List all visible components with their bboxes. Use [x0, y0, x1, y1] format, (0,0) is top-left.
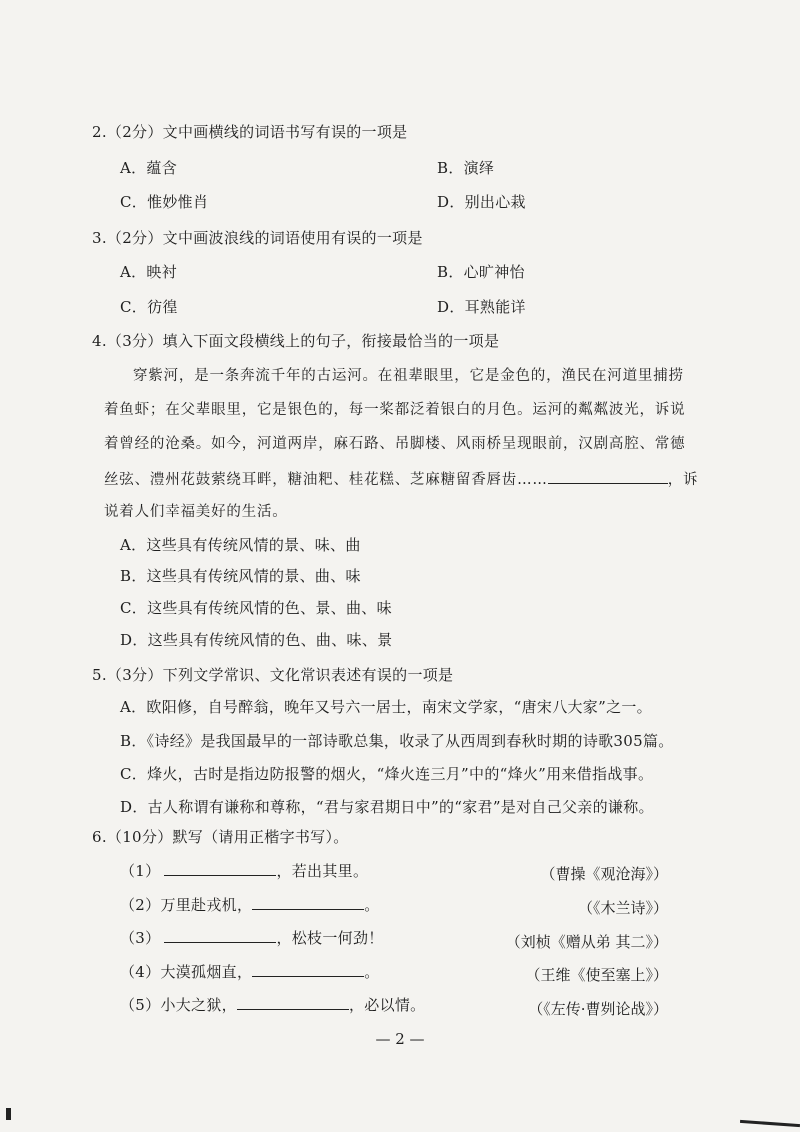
- q3-stem: 3.（2分）文中画波浪线的词语使用有误的一项是: [92, 229, 423, 247]
- q6-answer-blank[interactable]: [237, 994, 349, 1010]
- q6-item-source: （《木兰诗》）: [577, 899, 668, 917]
- q6-item-source: （刘桢《赠从弟 其二》）: [505, 933, 668, 951]
- q3-option-c: C．彷徨: [120, 298, 178, 316]
- q6-item-text: ，若出其里。: [276, 862, 369, 880]
- q6-item-4: [120, 961, 380, 982]
- q6-item-source: （王维《使至塞上》）: [525, 966, 668, 984]
- scan-mark: [740, 1120, 800, 1127]
- q4-passage-line: 着鱼虾；在父辈眼里，它是银色的，每一桨都泛着银白的月色。运河的粼粼波光，诉说: [104, 402, 686, 418]
- q4-answer-blank[interactable]: [548, 468, 668, 484]
- q2-option-b: B．演绎: [437, 159, 495, 177]
- q6-item-text: ，必以情。: [348, 996, 426, 1014]
- q3-option-a: A．映衬: [120, 263, 178, 281]
- q4-passage-line: 穿紫河，是一条奔流千年的古运河。在祖辈眼里，它是金色的，渔民在河道里捕捞: [133, 368, 684, 384]
- q4-option-d: D．这些具有传统风情的色、曲、味、景: [120, 631, 393, 649]
- q3-option-b: B．心旷神怡: [437, 263, 525, 281]
- q2-option-d: D．别出心栽: [437, 193, 526, 211]
- q6-item-number: （2）: [120, 896, 161, 914]
- q6-item-number: （5）: [120, 996, 161, 1014]
- q4-option-a: A．这些具有传统风情的景、味、曲: [120, 536, 361, 554]
- q5-option-c: C．烽火，古时是指边防报警的烟火，“烽火连三月”中的“烽火”用来借指战事。: [120, 765, 654, 783]
- q6-answer-blank[interactable]: [164, 927, 276, 943]
- q6-item-number: （4）: [120, 963, 161, 981]
- q6-answer-blank[interactable]: [252, 961, 364, 977]
- scan-mark: [6, 1108, 11, 1120]
- q6-item-source: （《左传·曹刿论战》）: [528, 1000, 668, 1018]
- q4-passage-line: [104, 468, 698, 490]
- q2-option-a: A．蕴含: [120, 159, 178, 177]
- q6-item-text: 大漠孤烟直，: [160, 963, 253, 981]
- q4-stem: 4.（3分）填入下面文段横线上的句子，衔接最恰当的一项是: [92, 332, 500, 350]
- q6-item-5: [120, 994, 425, 1015]
- q6-item-number: （3）: [120, 929, 161, 947]
- q6-item-3: [120, 927, 384, 948]
- q3-option-d: D．耳熟能详: [437, 298, 526, 316]
- q6-item-text: ，松枝一何劲！: [276, 929, 384, 947]
- q5-option-a: A．欧阳修，自号醉翁，晚年又号六一居士，南宋文学家，“唐宋八大家”之一。: [120, 698, 652, 716]
- q6-answer-blank[interactable]: [164, 860, 276, 876]
- page-number: — 2 —: [375, 1030, 425, 1048]
- q6-item-1: [120, 860, 368, 881]
- q4-passage-line: 着曾经的沧桑。如今，河道两岸，麻石路、吊脚楼、风雨桥呈现眼前，汉剧高腔、常德: [104, 436, 686, 452]
- q2-option-c: C．惟妙惟肖: [120, 193, 209, 211]
- q6-item-number: （1）: [120, 862, 161, 880]
- q5-option-d: D．古人称谓有谦称和尊称，“君与家君期日中”的“家君”是对自己父亲的谦称。: [120, 798, 654, 816]
- q6-item-source: （曹操《观沧海》）: [540, 865, 668, 883]
- q4-passage-text: 丝弦、澧州花鼓萦绕耳畔，糖油粑、桂花糕、芝麻糖留香唇齿……: [104, 472, 548, 488]
- q6-item-2: [120, 894, 380, 915]
- q6-item-text: 。: [364, 896, 380, 914]
- q4-option-c: C．这些具有传统风情的色、景、曲、味: [120, 599, 392, 617]
- q6-item-text: 。: [364, 963, 380, 981]
- q4-passage-text: ，诉: [667, 472, 699, 488]
- q5-stem: 5.（3分）下列文学常识、文化常识表述有误的一项是: [92, 666, 454, 684]
- q4-option-b: B．这些具有传统风情的景、曲、味: [120, 567, 361, 585]
- q2-stem: 2.（2分）文中画横线的词语书写有误的一项是: [92, 123, 408, 141]
- q4-passage-line: 说着人们幸福美好的生活。: [104, 504, 288, 520]
- q5-option-b: B．《诗经》是我国最早的一部诗歌总集，收录了从西周到春秋时期的诗歌305篇。: [120, 732, 674, 750]
- q6-answer-blank[interactable]: [252, 894, 364, 910]
- q6-item-text: 小大之狱，: [160, 996, 237, 1014]
- q6-item-text: 万里赴戎机，: [160, 896, 253, 914]
- q6-stem: 6.（10分）默写（请用正楷字书写）。: [92, 828, 349, 846]
